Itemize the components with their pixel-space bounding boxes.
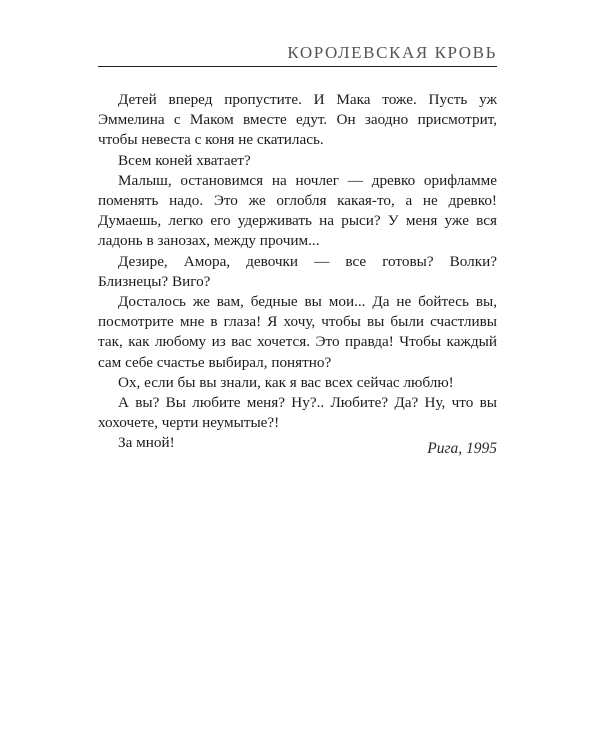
paragraph-4: Дезире, Амора, девочки — все готовы? Волки? Близнецы? Виго? <box>98 252 497 290</box>
body-text <box>98 90 497 454</box>
paragraph-2: Всем коней хватает? <box>118 151 251 169</box>
paragraph-1: Детей вперед пропустите. И Мака тоже. Пусть уж Эммелина с Маком вместе едут. Он заодно присмотрит, чтобы невеста с коня не скатилась. <box>98 91 497 149</box>
running-title: КОРОЛЕВСКАЯ КРОВЬ <box>287 43 497 62</box>
paragraph-8: За мной! <box>118 434 175 452</box>
place-date-signature: Рига, 1995 <box>427 440 497 457</box>
page-header <box>98 38 497 67</box>
paragraph-6: Ох, если бы вы знали, как я вас всех сейчас люблю! <box>118 373 454 391</box>
paragraph-5: Досталось же вам, бедные вы мои... Да не бойтесь вы, посмотрите мне в глаза! Я хочу, чтобы вы были счастливы так, как любому из вас хочется. Это правда! Чтобы каждый сам себе счастье выбирал, понятно? <box>98 293 497 371</box>
paragraph-7: А вы? Вы любите меня? Ну?.. Любите? Да? Ну, что вы хохочете, черти неумытые?! <box>98 394 497 432</box>
paragraph-3: Малыш, остановимся на ночлег — древко орифламме поменять надо. Это же оглобля какая-то, а не древко! Думаешь, легко его удерживать на рыси? У меня уже вся ладонь в занозах, между прочим... <box>98 171 497 250</box>
